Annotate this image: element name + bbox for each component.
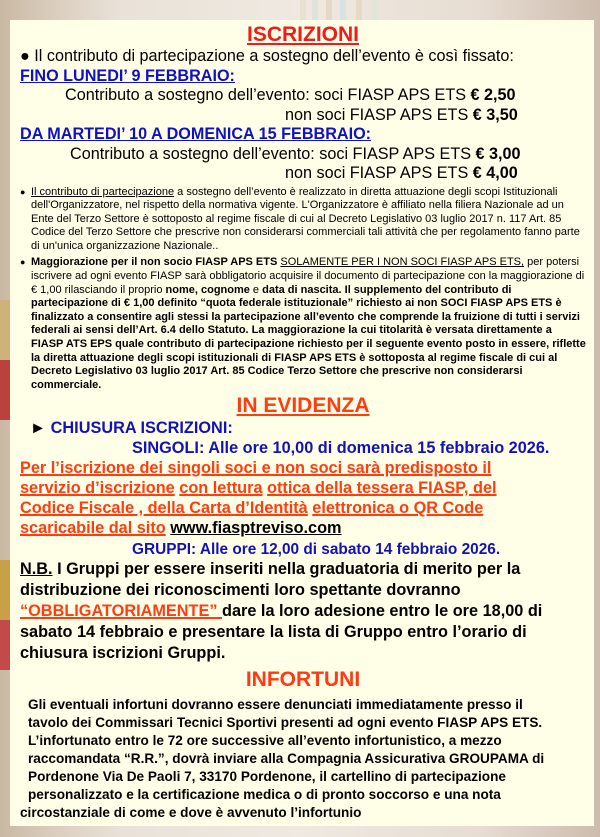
info-panel xyxy=(10,20,594,826)
nb-gruppi: N.B. I Gruppi per essere inseriti nella graduatoria di merito per la distribuzione dei riconoscimenti loro spettante dovranno “OBBLIGATORIAMENTE” dare la loro adesione entro le ore 18,00 di sabato 14 febbraio e presentare la lista di Gruppo entro l’orario di chiusura iscrizioni Gruppi. xyxy=(20,560,543,663)
period1-label: FINO LUNEDI’ 9 FEBBRAIO: xyxy=(20,66,235,85)
period1-soci: Contributo a sostegno dell’evento: soci FIASP APS ETS € 2,50 xyxy=(65,86,516,104)
intro-line: ● Il contributo di partecipazione a sostegno dell’evento è così fissato: xyxy=(20,47,514,65)
bullet-icon: ● xyxy=(20,186,26,197)
price: € 3,00 xyxy=(475,144,521,163)
period2-soci: Contributo a sostegno dell’evento: soci FIASP APS ETS € 3,00 xyxy=(70,144,521,163)
singoli-note: Per l’iscrizione dei singoli soci e non soci sarà predisposto il servizio d’iscrizione con lettura ottica della tessera FIASP, del Codice Fiscale , della Carta d’Identità elettronica o QR Code scaricabile dal sito www.fiasptreviso.com xyxy=(20,459,497,538)
singoli-deadline: SINGOLI: Alle ore 10,00 di domenica 15 febbraio 2026. xyxy=(132,439,550,458)
price: € 4,00 xyxy=(472,164,518,182)
website-link[interactable]: www.fiasptreviso.com xyxy=(170,519,342,538)
period1-non-soci: non soci FIASP APS ETS € 3,50 xyxy=(285,105,518,124)
iscrizioni-heading: ISCRIZIONI xyxy=(246,23,359,46)
arrow-right-icon: ► xyxy=(30,419,47,438)
note-contributo: ● Il contributo di partecipazione a sostegno dell’evento è realizzato in diretta attuazione degli scopi Istituzionali dell'Organizzatore, nel rispetto della normativa vigente. L'Organizzatore è affiliato nella filiera Nazionale ad un Ente del Terzo Settore è sottoposto al regime fiscale di cui al Decreto Legislativo 03 luglio 2017 n. 117 Art. 85 Codice del Terzo Settore che prescrive non considerarsi commerciali tali attività che per regolamento fanno parte di un'unica organizzazione Nazionale.. xyxy=(20,185,580,252)
price: € 3,50 xyxy=(472,105,518,124)
infortuni-last-line: circostanziale di come e dove è avvenuto l’infortunio xyxy=(20,805,362,821)
evidenza-heading: IN EVIDENZA xyxy=(236,394,370,418)
bullet-icon: ● xyxy=(20,257,26,268)
note-maggiorazione: ● Maggiorazione per il non socio FIASP APS ETS SOLAMENTE PER I NON SOCI FIASP APS ETS, per potersi iscrivere ad ogni evento FIASP sarà obbligatorio acquisire il documento di partecipazione con la maggiorazione di € 1,00 rilasciando il proprio nome, cognome e data di nascita. Il supplemento del contributo di partecipazione di € 1,00 definito “quota federale istituzionale” richiesto ai non SOCI FIASP APS ETS è finalizzato a consentire agli stessi la partecipazione all’evento che comprende la fruizione di tutti i servizi federali ai sensi dell’Art. 6.4 dello Statuto. La maggiorazione la cui titolarità è versata direttamente a FIASP ATS EPS quale contributo di partecipazione richiesto per il seguente evento posto in essere, riflette la diretta attuazione degli scopi istituzionali di FIASP APS ETS è sottoposta al regime fiscale di cui al Decreto Legislativo 03 luglio 2017 Art. 85 Codice Terzo Settore che prescrive non considerarsi commerciale. xyxy=(20,256,586,391)
gruppi-deadline: GRUPPI: Alle ore 12,00 di sabato 14 febbraio 2026. xyxy=(132,541,501,559)
infortuni-text: Gli eventuali infortuni dovranno essere denunciati immediatamente presso il tavolo dei Commissari Tecnici Sportivi presenti ad ogni evento FIASP APS ETS. L’infortunato entro le 72 ore successive all’evento infortunistico, a mezzo raccomandata “R.R.”, dovrà inviare alla Compagnia Assicurativa GROUPAMA di Pordenone Via De Paoli 7, 33170 Pordenone, il cartellino di partecipazione personalizzato e la certificazione medica o di pronto soccorso e una nota xyxy=(28,697,545,803)
chiusura-iscrizioni: ► CHIUSURA ISCRIZIONI: xyxy=(30,419,233,438)
period2-non-soci: non soci FIASP APS ETS € 4,00 xyxy=(285,164,518,182)
price: € 2,50 xyxy=(470,86,516,104)
infortuni-heading: INFORTUNI xyxy=(245,668,361,692)
period2-label: DA MARTEDI’ 10 A DOMENICA 15 FEBBRAIO: xyxy=(20,125,372,143)
